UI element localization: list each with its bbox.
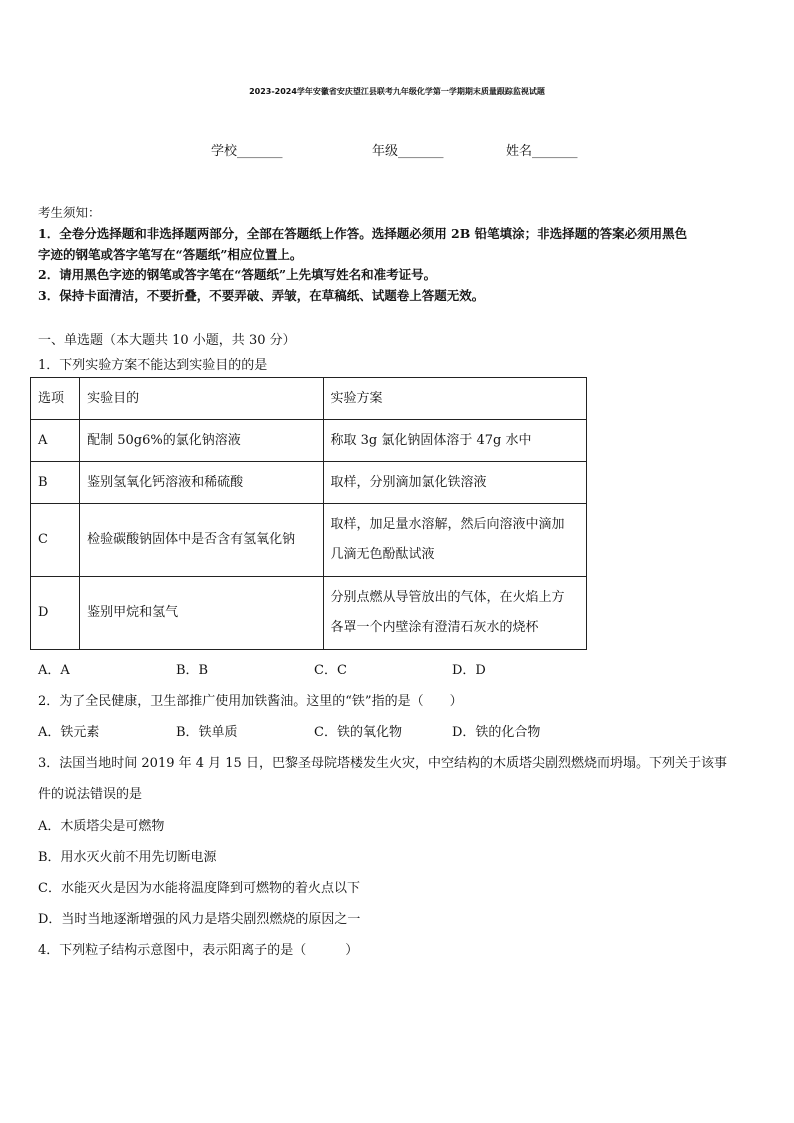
table-row	[31, 577, 587, 650]
grade-blank: _______	[398, 144, 444, 159]
q3-option-d: D．当时当地逐渐增强的风力是塔尖剧烈燃烧的原因之一	[38, 912, 361, 927]
table-cell: 鉴别氢氧化钙溶液和稀硫酸	[80, 462, 323, 504]
table-header: 实验目的	[80, 378, 323, 420]
notice-line-3: 2．请用黑色字迹的钢笔或答字笔在“答题纸”上先填写姓名和准考证号。	[38, 267, 437, 282]
table-header: 选项	[31, 378, 80, 420]
table-cell: B	[31, 462, 80, 504]
q3-stem-line-2: 件的说法错误的是	[38, 787, 143, 802]
name-blank: _______	[532, 144, 578, 159]
table-row	[31, 504, 587, 577]
q1-option-b: B．B	[176, 663, 209, 678]
notice-line-2: 字迹的钢笔或答字笔写在“答题纸”相应位置上。	[38, 247, 303, 262]
table-cell	[323, 577, 586, 650]
table-row	[31, 420, 587, 462]
q2-option-c: C．铁的氧化物	[314, 725, 402, 740]
q2-option-a: A．铁元素	[38, 725, 100, 740]
q3-option-a: A．木质塔尖是可燃物	[38, 819, 165, 834]
plan-line: 取样，加足量水溶解，然后向溶液中滴加	[330, 517, 565, 532]
notice-line-4: 3．保持卡面清洁，不要折叠，不要弄破、弄皱，在草稿纸、试题卷上答题无效。	[38, 288, 485, 303]
plan-line: 各罩一个内壁涂有澄清石灰水的烧杯	[330, 620, 539, 635]
notice-line-1: 1．全卷分选择题和非选择题两部分，全部在答题纸上作答。选择题必须用 2B 铅笔填涂；非选择题的答案必须用黑色	[38, 226, 688, 241]
table-cell: 取样，分别滴加氯化铁溶液	[323, 462, 586, 504]
table-cell: 检验碳酸钠固体中是否含有氢氧化钠	[80, 504, 323, 577]
name-label: 姓名	[506, 144, 533, 159]
school-field	[211, 140, 283, 159]
q1-option-d: D．D	[452, 663, 486, 678]
table-cell: C	[31, 504, 80, 577]
q1-option-a: A．A	[38, 663, 70, 678]
plan-line: 几滴无色酚酞试液	[330, 547, 435, 562]
table-cell	[323, 504, 586, 577]
table-cell: 鉴别甲烷和氢气	[80, 577, 323, 650]
q1-stem: 1．下列实验方案不能达到实验目的的是	[38, 358, 268, 373]
notice-heading: 考生须知：	[38, 205, 101, 220]
exam-title: 2023-2024学年安徽省安庆望江县联考九年级化学第一学期期末质量跟踪监视试题	[249, 87, 545, 96]
section-heading: 一、单选题（本大题共 10 小题，共 30 分）	[38, 333, 296, 348]
q2-option-b: B．铁单质	[176, 725, 238, 740]
q3-option-b: B．用水灭火前不用先切断电源	[38, 850, 217, 865]
q2-option-d: D．铁的化合物	[452, 725, 541, 740]
table-row	[31, 462, 587, 504]
q3-stem-line-1: 3．法国当地时间 2019 年 4 月 15 日，巴黎圣母院塔楼发生火灾，中空结构的木质塔尖剧烈燃烧而坍塌。下列关于该事	[38, 756, 727, 771]
q3-option-c: C．水能灭火是因为水能将温度降到可燃物的着火点以下	[38, 881, 360, 896]
q2-stem: 2．为了全民健康，卫生部推广使用加铁酱油。这里的“铁”指的是（ ）	[38, 694, 463, 709]
table-cell: D	[31, 577, 80, 650]
q1-table	[30, 377, 587, 650]
table-cell: 称取 3g 氯化钠固体溶于 47g 水中	[323, 420, 586, 462]
q4-stem: 4．下列粒子结构示意图中，表示阳离子的是（ ）	[38, 943, 359, 958]
school-label: 学校	[211, 144, 238, 159]
plan-line: 分别点燃从导管放出的气体，在火焰上方	[330, 590, 565, 605]
school-blank: _______	[237, 144, 283, 159]
grade-label: 年级	[372, 144, 399, 159]
grade-field	[372, 140, 444, 159]
q1-option-c: C．C	[314, 663, 347, 678]
table-header: 实验方案	[323, 378, 586, 420]
table-cell: A	[31, 420, 80, 462]
name-field	[506, 140, 578, 159]
table-header-row	[31, 378, 587, 420]
table-cell: 配制 50g6%的氯化钠溶液	[80, 420, 323, 462]
